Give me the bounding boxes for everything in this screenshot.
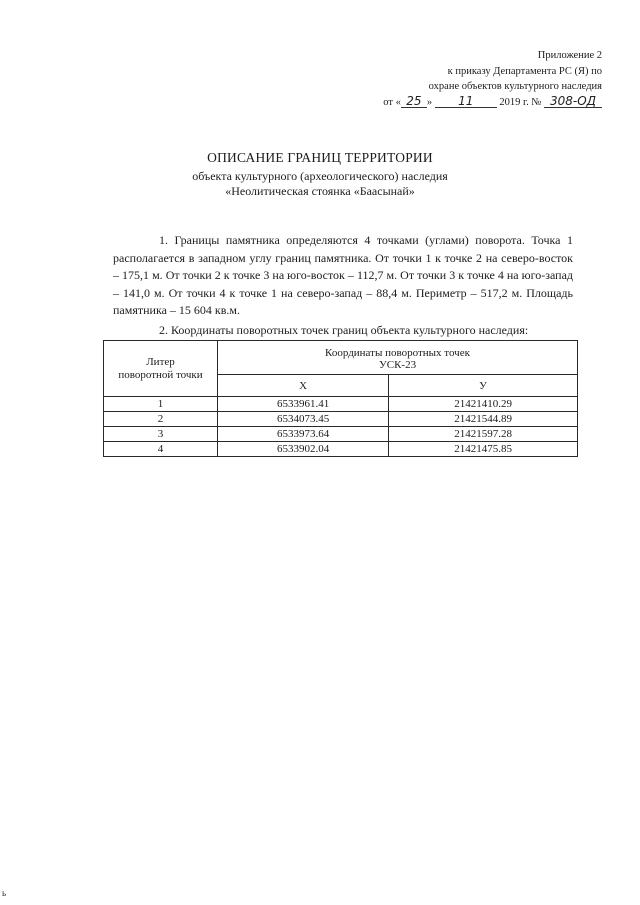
date-prefix: от « — [383, 96, 401, 108]
row-point-number: 4 — [104, 442, 218, 457]
header-x: X — [218, 375, 389, 397]
table-row — [104, 427, 578, 442]
paragraph-2: 2. Координаты поворотных точек границ объекта культурного наследия: — [159, 322, 529, 337]
header-coordinates — [218, 341, 578, 375]
header-point-letter — [104, 341, 218, 397]
annex-department: охране объектов культурного наследия — [428, 81, 602, 92]
row-x-value: 6534073.45 — [218, 412, 389, 427]
header-coordinates-line-2: УСК-23 — [378, 358, 417, 371]
row-y-value: 21421597.28 — [389, 427, 578, 442]
header-point-letter-line-2: поворотной точки — [118, 368, 203, 381]
row-y-value: 21421544.89 — [389, 412, 578, 427]
row-x-value: 6533973.64 — [218, 427, 389, 442]
table-row — [104, 397, 578, 412]
date-day: 25 — [401, 95, 427, 108]
annex-title: Приложение 2 — [537, 50, 602, 61]
margin-mark: ь — [2, 888, 7, 898]
table-header-row — [104, 341, 578, 375]
header-y: У — [389, 375, 578, 397]
date-year: 2019 г. № — [499, 96, 542, 108]
order-number: 308-ОД — [544, 95, 602, 108]
row-x-value: 6533902.04 — [218, 442, 389, 457]
document-subtitle-2: «Неолитическая стоянка «Баасынай» — [225, 184, 415, 198]
row-point-number: 2 — [104, 412, 218, 427]
row-x-value: 6533961.41 — [218, 397, 389, 412]
annex-order-ref: к приказу Департамента РС (Я) по — [447, 65, 602, 77]
date-month: 11 — [435, 95, 497, 108]
row-point-number: 3 — [104, 427, 218, 442]
row-y-value: 21421410.29 — [389, 397, 578, 412]
coordinates-table — [103, 340, 578, 457]
paragraph-1: 1. Границы памятника определяются 4 точками (углами) поворота. Точка 1 располагается в западном углу границ памятника. От точки 1 к точке 2 на северо-восток – 175,1 м. От точки 2 к точке 3 на юго-восток – 112,7 м. От точки 3 к точке 4 на юго-запад – 141,0 м. От точки 4 к точке 1 на северо-запад – 88,4 м. Периметр – 517,2 м. Площадь памятника – 15 604 кв.м. — [113, 233, 573, 317]
header-point-letter-line-1: Литер — [146, 355, 175, 368]
table-row — [104, 442, 578, 457]
document-subtitle-1: объекта культурного (археологического) наследия — [192, 169, 448, 183]
document-body — [113, 232, 573, 339]
document-title-block — [0, 150, 640, 199]
table-row — [104, 412, 578, 427]
date-mid: » — [426, 96, 433, 108]
document-title: ОПИСАНИЕ ГРАНИЦ ТЕРРИТОРИИ — [207, 150, 433, 165]
row-y-value: 21421475.85 — [389, 442, 578, 457]
header-coordinates-line-1: Координаты поворотных точек — [325, 346, 470, 359]
annex-header — [352, 48, 602, 110]
annex-date-line — [352, 95, 602, 111]
row-point-number: 1 — [104, 397, 218, 412]
